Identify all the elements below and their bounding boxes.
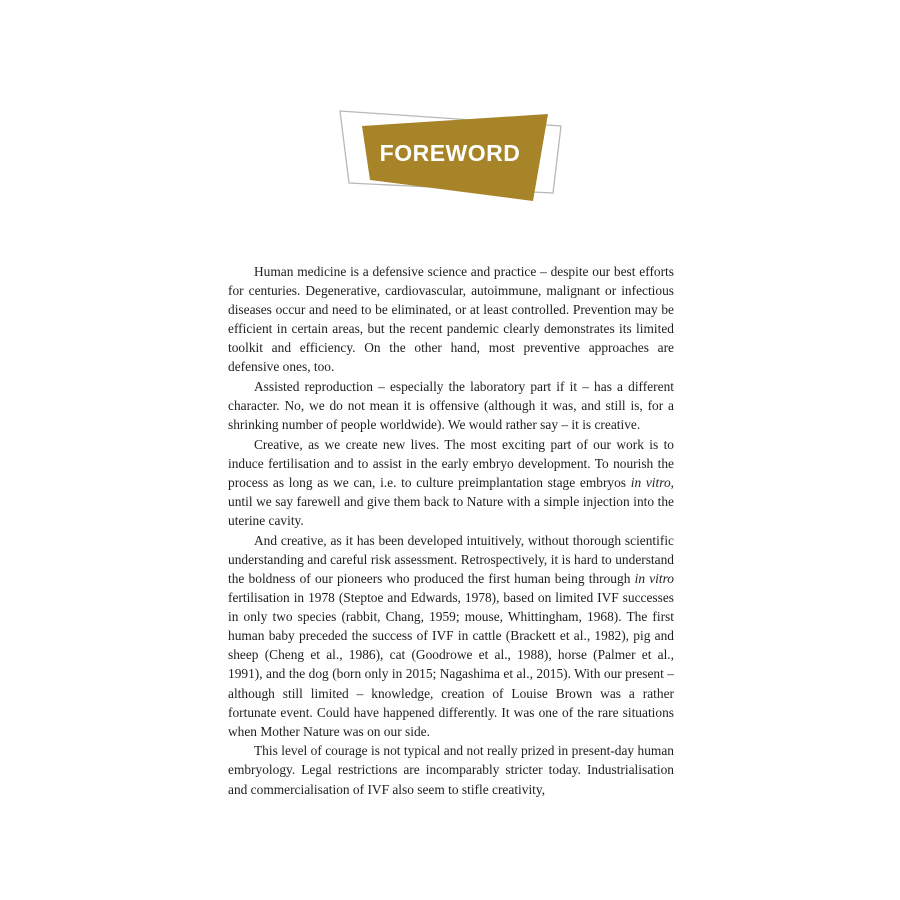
paragraph-1: Human medicine is a defensive science and practice – despite our best efforts for centuries. Degenerative, cardiovascular, autoimmune, malignant or infectious diseases occur and need to be eliminated, or at least controlled. Prevention may be efficient in certain areas, but the recent pandemic clearly demonstrates its limited toolkit and efficiency. On the other hand, most preventive approaches are defensive ones, too. xyxy=(228,264,674,375)
paragraph-3-text-b: , until we say farewell and give them back to Nature with a simple injection into the uterine cavity. xyxy=(228,475,674,529)
page-title: FOREWORD xyxy=(379,140,521,166)
paragraph-4-italic: in vitro xyxy=(634,571,674,586)
paragraph-3 xyxy=(228,435,674,530)
paragraph-3-text-a: Creative, as we create new lives. The most exciting part of our work is to induce fertilisation and to assist in the early embryo development. To nourish the process as long as we can, i.e. to culture preimplantation stage embryos xyxy=(228,436,674,491)
paragraph-4 xyxy=(228,531,674,741)
paragraph-2: Assisted reproduction – especially the laboratory part if it – has a different character. No, we do not mean it is offensive (although it was, and still is, for a shrinking number of people worldwide). We would rather say – it is creative. xyxy=(228,379,674,433)
foreword-body xyxy=(228,262,674,799)
paragraph-4-text-b: fertilisation in 1978 (Steptoe and Edwards, 1978), based on limited IVF successes in only two species (rabbit, Chang, 1959; mouse, Whittingham, 1968). The first human baby preceded the success of IVF in cattle (Brackett et al., 1982), pig and sheep (Cheng et al., 1986), cat (Goodrowe et al., 1988), horse (Palmer et al., 1991), and the dog (born only in 2015; Nagashima et al., 2015). With our present – although still limited – knowledge, creation of Louise Brown was a rather fortunate event. Could have happened differently. It was one of the rare situations when Mother Nature was on our side. xyxy=(228,590,674,739)
paragraph-5: This level of courage is not typical and not really prized in present-day human embryology. Legal restrictions are incomparably stricter today. Industrialisation and commercialisation of IVF also seem to stifle creativity, xyxy=(228,743,674,797)
foreword-header-graphic xyxy=(330,100,570,210)
paragraph-3-italic: in vitro xyxy=(630,475,671,491)
paragraph-4-text-a: And creative, as it has been developed intuitively, without thorough scientific understanding and careful risk assessment. Retrospectively, it is hard to understand the boldness of our pioneers who produced the first human being through xyxy=(228,532,674,586)
